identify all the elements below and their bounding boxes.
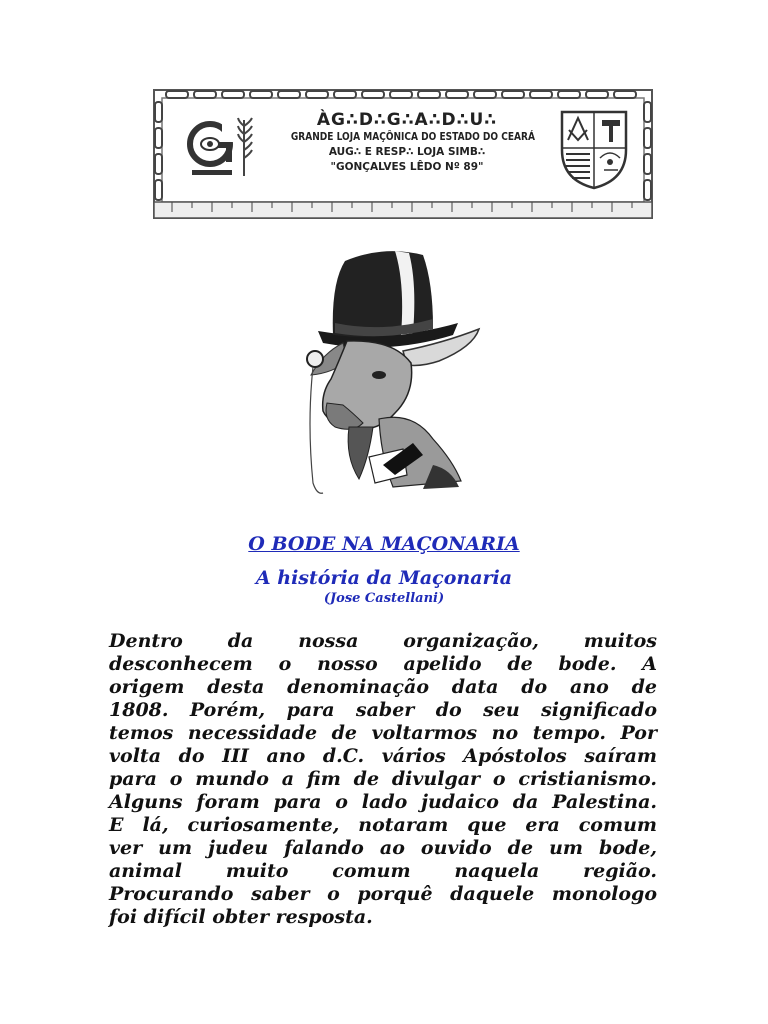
article-subtitle: A história da Maçonaria <box>255 567 513 589</box>
article-body <box>109 630 657 929</box>
body-line: temos necessidade de voltarmos no tempo. Por <box>109 722 657 744</box>
banner-lodge-number: "GONÇALVES LÊDO Nº 89" <box>330 161 484 173</box>
article-title: O BODE NA MAÇONARIA <box>248 533 520 555</box>
square-compass-g-icon <box>186 112 258 184</box>
body-line: volta do III ano d.C. vários Apóstolos saíram <box>109 745 657 767</box>
body-line: Dentro da nossa organização, muitos <box>109 630 657 652</box>
body-line: foi difícil obter resposta. <box>109 906 373 928</box>
banner-invocation: ÀG∴D∴G∴A∴D∴U∴ <box>316 110 498 130</box>
body-line: desconhecem o nosso apelido de bode. A <box>109 653 657 675</box>
body-line: Alguns foram para o lado judaico da Palestina. <box>109 791 657 813</box>
body-line: E lá, curiosamente, notaram que era comum <box>109 814 657 836</box>
article-author: (Jose Castellani) <box>323 591 445 606</box>
body-line: origem desta denominação data do ano de <box>109 676 657 698</box>
goat-top-hat-illustration <box>283 243 493 503</box>
body-line: Procurando saber o porquê daquele monologo <box>109 883 657 905</box>
banner-text <box>272 110 542 175</box>
body-line: animal muito comum naquela região. <box>109 860 657 882</box>
banner-lodge-name: GRANDE LOJA MAÇÔNICA DO ESTADO DO CEARÁ <box>290 131 535 143</box>
body-line: para o mundo a fim de divulgar o cristianismo. <box>109 768 657 790</box>
body-line: ver um judeu falando ao ouvido de um bode, <box>109 837 657 859</box>
banner-lodge-type: AUG∴ E RESP∴ LOJA SIMB∴ <box>328 146 486 158</box>
body-line: 1808. Porém, para saber do seu significado <box>109 699 657 721</box>
lodge-banner <box>152 88 654 220</box>
heraldic-shield-icon <box>560 110 628 190</box>
